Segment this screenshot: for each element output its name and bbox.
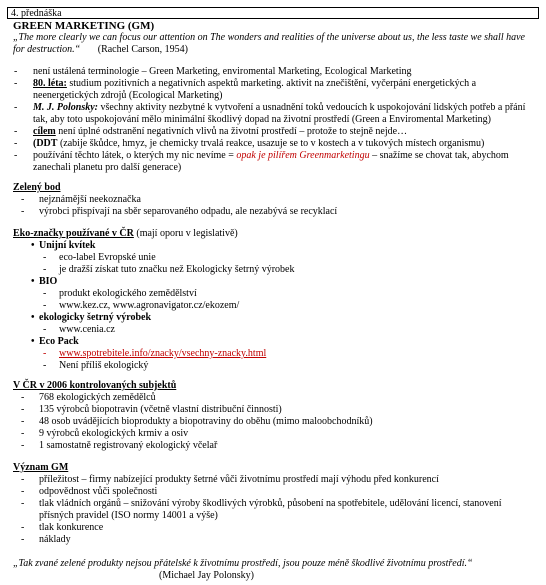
gm-point: - 80. léta: studium pozitivních a negativních aspektů marketing. aktivit na znečištění, vyčerpání energetických a neenergetických zdrojů (Ecological Marketing) xyxy=(13,78,533,102)
gm-title: GREEN MARKETING (GM) xyxy=(13,20,155,32)
eko-znacky-title: Eko-značky používané v ČR xyxy=(13,228,134,239)
carson-quote-text: „The more clearly we can focus our attention on The wonders and realities of the universe about us, the less taste we shall have for destruction.“ xyxy=(13,32,525,55)
list-item: - www.cenia.cz xyxy=(13,324,533,336)
list-item: - 135 výrobců biopotravin (včetně vlastní distribuční činnosti) xyxy=(13,404,533,416)
list-item: - nejznámější neekoznačka xyxy=(13,194,533,206)
list-item: - tlak konkurence xyxy=(13,522,533,534)
list-item: - 9 výrobců ekologických krmiv a osiv xyxy=(13,428,533,440)
eko-znacky-heading xyxy=(13,228,533,240)
lecture-header xyxy=(7,7,539,19)
list-item: - příležitost – firmy nabízející produkty šetrné vůči životnímu prostředí mají výhodu před konkurencí xyxy=(13,474,533,486)
vcr-2006-title: V ČR v 2006 kontrolovaných subjektů xyxy=(13,380,177,391)
polonsky-quote: „Tak zvané zelené produkty nejsou přátelské k životnímu prostředí, jsou pouze méně škodlivé životnímu prostředí.“ xyxy=(13,558,473,569)
gm-point: - (DDT (zabije škůdce, hmyz, je chemicky trvalá reakce, usazuje se to v kostech a v tukových místech organismu) xyxy=(13,138,533,150)
list-item: - Není příliš ekologický xyxy=(13,360,533,372)
carson-quote xyxy=(13,32,533,56)
list-item: - www.kez.cz, www.agronavigator.cz/ekozem/ xyxy=(13,300,533,312)
list-item: - náklady xyxy=(13,534,533,546)
gm-point: - není ustálená terminologie – Green Marketing, enviromental Marketing, Ecological Marketing xyxy=(13,66,533,78)
eko-znacky-note: (mají oporu v legislativě) xyxy=(133,228,238,239)
vcr-2006-section xyxy=(13,380,533,452)
eco-label-unijni-kvitek: • Unijní kvítek xyxy=(13,240,533,252)
eco-label-eco-pack: • Eco Pack xyxy=(13,336,533,348)
gm-point: - M. J. Polonsky: všechny aktivity nezbytné k vytvoření a usnadnění toků vedoucích k uspokojování lidských potřeb a přání tak, aby toto uspokojování mělo minimální škodlivý dopad na životní prostředí (Green a Enviromental Marketing) xyxy=(13,102,533,126)
eco-label-bio: • BIO xyxy=(13,276,533,288)
list-item: - 48 osob uvádějících bioprodukty a biopotraviny do oběhu (mimo maloobchodníků) xyxy=(13,416,533,428)
vyznam-section xyxy=(13,462,533,546)
list-item: - 1 samostatně registrovaný ekologický včelař xyxy=(13,440,533,452)
vyznam-title: Význam GM xyxy=(13,462,69,473)
lecture-header-label: 4. přednáška xyxy=(11,8,62,19)
list-item: - eco-label Evropské unie xyxy=(13,252,533,264)
carson-quote-author: (Rachel Carson, 1954) xyxy=(97,44,188,55)
list-item: - 768 ekologických zemědělců xyxy=(13,392,533,404)
list-item: - tlak vládních orgánů – snižování výroby škodlivých výrobků, působení na spotřebitele, udělování licencí, stanovení přísných pravidel (ISO normy 14001 a výše) xyxy=(13,498,533,522)
list-item: - odpovědnost vůči společnosti xyxy=(13,486,533,498)
spotrebitele-link[interactable]: - www.spotrebitele.info/znacky/vsechny-znacky.html xyxy=(13,348,533,360)
gm-point: - cílem není úplné odstranění negativních vlivů na životní prostředí – protože to stejně nejde… xyxy=(13,126,533,138)
eko-znacky-section xyxy=(13,228,533,372)
intro-section xyxy=(13,20,533,56)
gm-point: - používání těchto látek, o kterých my nic nevíme = opak je pilířem Greenmarketingu – snažíme se chovat tak, abychom zanechali planetu pro další generace) xyxy=(13,150,533,174)
closing-section xyxy=(13,558,533,582)
list-item: - je dražší získat tuto značku než Ekologicky šetrný výrobek xyxy=(13,264,533,276)
polonsky-author: (Michael Jay Polonsky) xyxy=(159,570,254,581)
zeleny-bod-title: Zelený bod xyxy=(13,182,61,193)
gm-points xyxy=(13,66,533,174)
list-item: - produkt ekologického zemědělství xyxy=(13,288,533,300)
zeleny-bod-section xyxy=(13,182,533,218)
list-item: - výrobci přispívají na sběr separovaného odpadu, ale nezabývá se recyklací xyxy=(13,206,533,218)
eco-label-setrny-vyrobek: • ekologicky šetrný výrobek xyxy=(13,312,533,324)
